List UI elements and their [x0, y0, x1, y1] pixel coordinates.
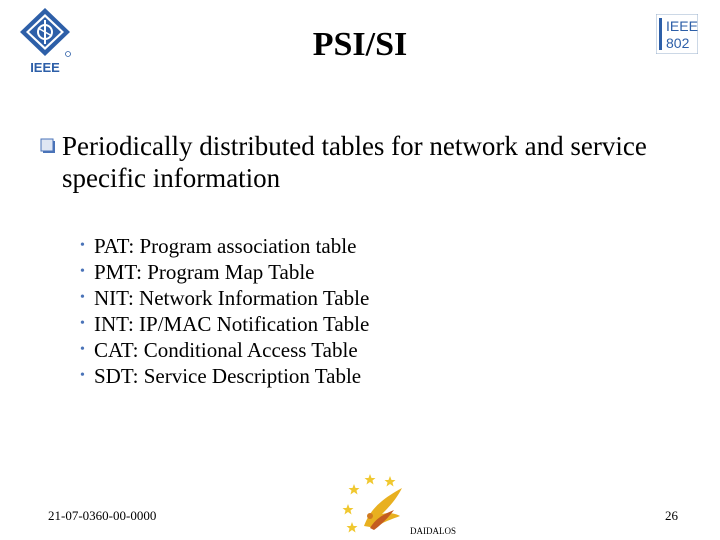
list-item — [80, 259, 369, 285]
bullet-dot-icon: • — [80, 368, 85, 383]
main-bullet — [40, 130, 700, 194]
list-item-text: SDT: Service Description Table — [94, 364, 362, 388]
list-item-text: NIT: Network Information Table — [94, 286, 370, 310]
list-item — [80, 363, 369, 389]
table-list — [80, 233, 369, 389]
daidalos-logo — [340, 470, 412, 540]
page-number: 26 — [665, 508, 678, 523]
list-item-text: CAT: Conditional Access Table — [94, 338, 358, 362]
list-item — [80, 311, 369, 337]
main-bullet-text: Periodically distributed tables for network and service specific information — [62, 131, 647, 193]
bullet-dot-icon: • — [80, 316, 85, 331]
list-item-text: INT: IP/MAC Notification Table — [94, 312, 370, 336]
ieee802-top-text: IEEE — [666, 18, 698, 34]
list-item-text: PAT: Program association table — [94, 234, 357, 258]
bullet-dot-icon: • — [80, 342, 85, 357]
list-item — [80, 233, 369, 259]
list-item-text: PMT: Program Map Table — [94, 260, 315, 284]
list-item — [80, 285, 369, 311]
checkbox-bullet-icon — [40, 138, 56, 154]
bullet-dot-icon: • — [80, 238, 85, 253]
ieee-logo-text: IEEE — [30, 60, 60, 75]
list-item — [80, 337, 369, 363]
slide-title: PSI/SI — [312, 26, 408, 63]
doc-number: 21-07-0360-00-0000 — [48, 508, 157, 523]
bullet-dot-icon: • — [80, 290, 85, 305]
bullet-dot-icon: • — [80, 264, 85, 279]
ieee802-bottom-text: 802 — [666, 35, 690, 51]
daidalos-label: DAIDALOS — [410, 526, 456, 536]
